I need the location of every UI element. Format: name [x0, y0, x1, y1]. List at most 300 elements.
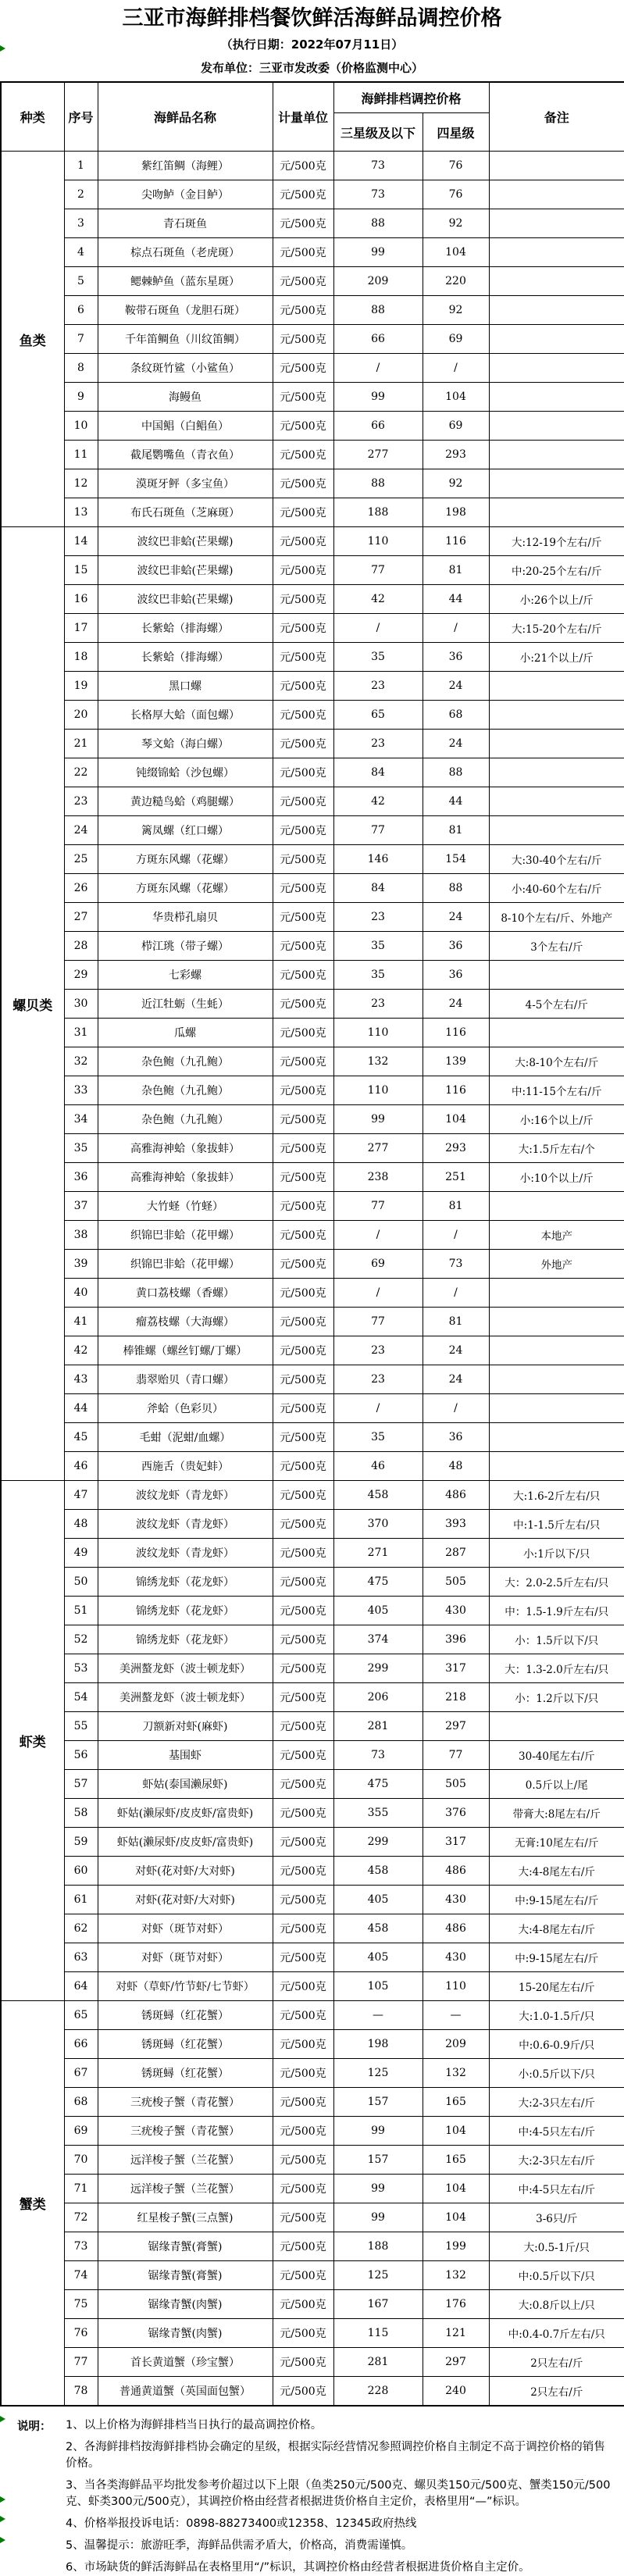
table-row — [1, 1394, 624, 1423]
cell-p4: / — [423, 1279, 489, 1308]
cell-p4: 68 — [423, 701, 489, 730]
cell-p3: 73 — [333, 180, 423, 209]
cell-remark — [489, 1336, 624, 1365]
cell-p4: 77 — [423, 1741, 489, 1770]
cell-p3: 132 — [333, 1047, 423, 1076]
cell-p4: 76 — [423, 152, 489, 180]
header-price-3star: 三星级及以下 — [333, 113, 423, 152]
cell-p3: 125 — [333, 2261, 423, 2290]
cell-remark: 小:16个以上/斤 — [489, 1105, 624, 1134]
cell-name: 近江牡蛎（生蚝） — [98, 990, 273, 1019]
cell-p4: 104 — [423, 1105, 489, 1134]
cell-p3: 458 — [333, 1857, 423, 1886]
cell-p4: 505 — [423, 1770, 489, 1799]
cell-remark — [489, 1192, 624, 1221]
cell-remark: 大:1.0-1.5斤/只 — [489, 2001, 624, 2030]
table-row — [1, 238, 624, 267]
cell-name: 杂色鲍（九孔鲍） — [98, 1047, 273, 1076]
cell-no: 56 — [64, 1741, 98, 1770]
cell-p3: / — [333, 1279, 423, 1308]
cell-name: 波纹龙虾（青龙虾） — [98, 1510, 273, 1539]
table-row — [1, 2030, 624, 2059]
cell-unit: 元/500克 — [273, 874, 333, 903]
cell-p3: 23 — [333, 672, 423, 701]
cell-unit: 元/500克 — [273, 2117, 333, 2146]
cell-unit: 元/500克 — [273, 701, 333, 730]
cell-p3: 188 — [333, 2232, 423, 2261]
cell-name: 黄边糙鸟蛤（鸡腿螺） — [98, 787, 273, 816]
table-row — [1, 1481, 624, 1510]
cell-unit: 元/500克 — [273, 758, 333, 787]
cell-p3: 475 — [333, 1770, 423, 1799]
cell-no: 36 — [64, 1163, 98, 1192]
header-price-group: 海鲜排档调控价格 — [333, 82, 489, 113]
cell-unit: 元/500克 — [273, 1076, 333, 1105]
cell-p4: 297 — [423, 2348, 489, 2377]
cell-no: 52 — [64, 1625, 98, 1654]
cell-unit: 元/500克 — [273, 2030, 333, 2059]
cell-unit: 元/500克 — [273, 152, 333, 180]
cell-unit: 元/500克 — [273, 1134, 333, 1163]
table-row — [1, 498, 624, 527]
cell-remark — [489, 267, 624, 296]
cell-name: 远洋梭子蟹（兰花蟹） — [98, 2175, 273, 2203]
cell-name: 翡翠贻贝（青口螺） — [98, 1365, 273, 1394]
cell-no: 69 — [64, 2117, 98, 2146]
green-marker-icon — [0, 2537, 5, 2543]
cell-name: 方斑东风螺（花螺） — [98, 874, 273, 903]
cell-name: 锯缘青蟹(膏蟹) — [98, 2261, 273, 2290]
notes-section — [0, 2417, 624, 2576]
table-row — [1, 1799, 624, 1828]
green-marker-icon — [0, 2496, 5, 2503]
cell-remark — [489, 1308, 624, 1336]
cell-name: 波纹龙虾（青龙虾） — [98, 1481, 273, 1510]
cell-name: 锦绣龙虾（花龙虾） — [98, 1625, 273, 1654]
cell-p4: 24 — [423, 903, 489, 932]
cell-remark: 中:11-15个左右/斤 — [489, 1076, 624, 1105]
cell-unit: 元/500克 — [273, 2232, 333, 2261]
table-row — [1, 354, 624, 383]
cell-remark: 外地产 — [489, 1250, 624, 1279]
cell-p3: 277 — [333, 1134, 423, 1163]
cell-name: 漠斑牙鲆（多宝鱼） — [98, 469, 273, 498]
cell-p4: 24 — [423, 990, 489, 1019]
table-row — [1, 1308, 624, 1336]
cell-remark: 中:9-15尾左右/斤 — [489, 1943, 624, 1972]
cell-remark: 小:40-60个左右/斤 — [489, 874, 624, 903]
header-price-4star: 四星级 — [423, 113, 489, 152]
cell-p3: — — [333, 2001, 423, 2030]
table-row — [1, 2001, 624, 2030]
cell-p3: 88 — [333, 469, 423, 498]
table-row — [1, 441, 624, 469]
cell-remark: 大:4-8尾左右/斤 — [489, 1857, 624, 1886]
cell-no: 68 — [64, 2088, 98, 2117]
cell-unit: 元/500克 — [273, 1712, 333, 1741]
cell-p4: 486 — [423, 1481, 489, 1510]
cell-name: 美洲螯龙虾（波士顿龙虾） — [98, 1654, 273, 1683]
cell-unit: 元/500克 — [273, 556, 333, 585]
cell-p3: 35 — [333, 1423, 423, 1452]
cell-no: 1 — [64, 152, 98, 180]
cell-p4: 505 — [423, 1568, 489, 1597]
cell-remark — [489, 412, 624, 441]
cell-p3: 198 — [333, 2030, 423, 2059]
cell-p4: 287 — [423, 1539, 489, 1568]
cell-p3: 73 — [333, 1741, 423, 1770]
table-row — [1, 267, 624, 296]
table-row — [1, 990, 624, 1019]
cell-name: 织锦巴非蛤（花甲螺） — [98, 1221, 273, 1250]
cell-p3: 88 — [333, 296, 423, 325]
cell-name: 波纹巴非蛤(芒果螺) — [98, 585, 273, 614]
cell-p4: 104 — [423, 2117, 489, 2146]
table-row — [1, 1828, 624, 1857]
cell-p3: 167 — [333, 2290, 423, 2319]
cell-p4: 69 — [423, 325, 489, 354]
cell-name: 美洲螯龙虾（波士顿龙虾） — [98, 1683, 273, 1712]
cell-p4: 69 — [423, 412, 489, 441]
cell-no: 60 — [64, 1857, 98, 1886]
cell-remark: 大:0.8斤以上/只 — [489, 2290, 624, 2319]
cell-unit: 元/500克 — [273, 469, 333, 498]
cell-name: 对虾（草虾/竹节虾/七节虾） — [98, 1972, 273, 2001]
cell-p3: 125 — [333, 2059, 423, 2088]
table-row — [1, 585, 624, 614]
cell-p3: 238 — [333, 1163, 423, 1192]
cell-unit: 元/500克 — [273, 1221, 333, 1250]
table-row — [1, 672, 624, 701]
cell-p3: 35 — [333, 932, 423, 961]
cell-unit: 元/500克 — [273, 2001, 333, 2030]
cell-no: 47 — [64, 1481, 98, 1510]
cell-name: 锈斑蟳（红花蟹） — [98, 2030, 273, 2059]
cell-unit: 元/500克 — [273, 1308, 333, 1336]
cell-p4: 132 — [423, 2059, 489, 2088]
cell-no: 29 — [64, 961, 98, 990]
cell-name: 波纹巴非蛤(芒果螺) — [98, 556, 273, 585]
cell-remark: 30-40尾左右/斤 — [489, 1741, 624, 1770]
note-item: 5、温馨提示：旅游旺季，海鲜品供需矛盾大，价格高，消费需谨慎。 — [66, 2539, 413, 2552]
cell-name: 栉江珧（带子螺） — [98, 932, 273, 961]
cell-no: 71 — [64, 2175, 98, 2203]
cell-remark: 大:30-40个左右/斤 — [489, 845, 624, 874]
cell-p4: 430 — [423, 1943, 489, 1972]
cell-p3: 23 — [333, 730, 423, 758]
table-row — [1, 701, 624, 730]
table-row — [1, 383, 624, 412]
cell-p4: 36 — [423, 932, 489, 961]
table-row — [1, 556, 624, 585]
cell-name: 三疣梭子蟹（青花蟹） — [98, 2117, 273, 2146]
cell-p3: 23 — [333, 903, 423, 932]
cell-name: 布氏石斑鱼（芝麻斑） — [98, 498, 273, 527]
cell-remark — [489, 469, 624, 498]
cell-no: 20 — [64, 701, 98, 730]
cell-unit: 元/500克 — [273, 1683, 333, 1712]
table-row — [1, 209, 624, 238]
cell-remark: 小:1斤以下/只 — [489, 1539, 624, 1568]
cell-remark — [489, 730, 624, 758]
cell-no: 19 — [64, 672, 98, 701]
cell-name: 截尾鹦嘴鱼（青衣鱼） — [98, 441, 273, 469]
table-row — [1, 2146, 624, 2175]
cell-remark: 中:4-5只左右/斤 — [489, 2175, 624, 2203]
cell-p4: 376 — [423, 1799, 489, 1828]
cell-unit: 元/500克 — [273, 2088, 333, 2117]
cell-remark: 大:1.6-2斤左右/只 — [489, 1481, 624, 1510]
cell-p4: 76 — [423, 180, 489, 209]
cell-no: 39 — [64, 1250, 98, 1279]
cell-remark: 大：1.3-2.0斤左右/只 — [489, 1654, 624, 1683]
cell-name: 基围虾 — [98, 1741, 273, 1770]
note-item: 2、各海鲜排档按海鲜排档协会确定的星级，根据实际经营情况参照调控价格自主制定不高于调控价格的销售价格。 — [66, 2440, 605, 2470]
cell-no: 11 — [64, 441, 98, 469]
cell-p4: 176 — [423, 2290, 489, 2319]
cell-remark: 大:1.5斤左右/个 — [489, 1134, 624, 1163]
cell-remark: 中:1-1.5斤左右/只 — [489, 1510, 624, 1539]
cell-no: 45 — [64, 1423, 98, 1452]
cell-remark — [489, 296, 624, 325]
table-row — [1, 2377, 624, 2406]
cell-unit: 元/500克 — [273, 2059, 333, 2088]
cell-remark: 8-10个左右/斤、外地产 — [489, 903, 624, 932]
cell-p3: 405 — [333, 1597, 423, 1625]
cell-name: 刀额新对虾(麻虾) — [98, 1712, 273, 1741]
table-row — [1, 614, 624, 643]
cell-name: 瓜螺 — [98, 1019, 273, 1047]
cell-p4: 92 — [423, 296, 489, 325]
cell-p4: 116 — [423, 1019, 489, 1047]
table-row — [1, 1134, 624, 1163]
cell-p3: 23 — [333, 1336, 423, 1365]
table-row — [1, 2348, 624, 2377]
cell-no: 57 — [64, 1770, 98, 1799]
table-row — [1, 903, 624, 932]
table-row — [1, 1625, 624, 1654]
cell-no: 25 — [64, 845, 98, 874]
cell-name: 方斑东风螺（花螺） — [98, 845, 273, 874]
cell-remark — [489, 758, 624, 787]
cell-p4: / — [423, 354, 489, 383]
cell-p3: 69 — [333, 1250, 423, 1279]
cell-remark — [489, 180, 624, 209]
cell-unit: 元/500克 — [273, 961, 333, 990]
cell-p4: 81 — [423, 1192, 489, 1221]
table-row — [1, 469, 624, 498]
cell-p3: 370 — [333, 1510, 423, 1539]
table-row — [1, 1683, 624, 1712]
cell-p3: 110 — [333, 1019, 423, 1047]
cell-name: 波纹龙虾（青龙虾） — [98, 1539, 273, 1568]
cell-p4: 44 — [423, 585, 489, 614]
table-row — [1, 758, 624, 787]
cell-name: 海鳗鱼 — [98, 383, 273, 412]
cell-name: 瘤荔枝螺（大海螺） — [98, 1308, 273, 1336]
notes-label: 说明： — [17, 2420, 52, 2433]
cell-p3: 209 — [333, 267, 423, 296]
header-index: 序号 — [64, 82, 98, 152]
cell-p4: 293 — [423, 1134, 489, 1163]
cell-name: 高雅海神蛤（象拔蚌） — [98, 1134, 273, 1163]
cell-name: 三疣梭子蟹（青花蟹） — [98, 2088, 273, 2117]
cell-p3: 65 — [333, 701, 423, 730]
cell-p4: 24 — [423, 1365, 489, 1394]
cell-remark: 大:0.5-1斤/只 — [489, 2232, 624, 2261]
table-row — [1, 932, 624, 961]
cell-p3: 23 — [333, 990, 423, 1019]
table-row — [1, 1886, 624, 1914]
table-row — [1, 2290, 624, 2319]
cell-p4: 44 — [423, 787, 489, 816]
cell-p3: / — [333, 1221, 423, 1250]
cell-p4: / — [423, 1221, 489, 1250]
cell-p4: 116 — [423, 1076, 489, 1105]
price-table — [0, 81, 624, 2407]
cell-remark — [489, 787, 624, 816]
cell-unit: 元/500克 — [273, 209, 333, 238]
cell-unit: 元/500克 — [273, 903, 333, 932]
cell-remark: 4-5个左右/斤 — [489, 990, 624, 1019]
cell-p3: 458 — [333, 1914, 423, 1943]
cell-unit: 元/500克 — [273, 1770, 333, 1799]
cell-unit: 元/500克 — [273, 1047, 333, 1076]
cell-unit: 元/500克 — [273, 1857, 333, 1886]
cell-name: 黑口螺 — [98, 672, 273, 701]
cell-p4: 121 — [423, 2319, 489, 2348]
cell-name: 锈斑蟳（红花蟹） — [98, 2001, 273, 2030]
cell-no: 37 — [64, 1192, 98, 1221]
note-item: 6、市场缺货的鲜活海鲜品在表格里用“/”标识，其调控价格由经营者根据进货价格自主定价。 — [66, 2560, 530, 2574]
cell-no: 77 — [64, 2348, 98, 2377]
cell-remark — [489, 441, 624, 469]
cell-unit: 元/500克 — [273, 1510, 333, 1539]
cell-name: 黄口荔枝螺（香螺） — [98, 1279, 273, 1308]
cell-name: 千年笛鲷鱼（川纹笛鲷） — [98, 325, 273, 354]
cell-unit: 元/500克 — [273, 1828, 333, 1857]
cell-name: 红星梭子蟹(三点蟹) — [98, 2203, 273, 2232]
table-row — [1, 2175, 624, 2203]
cell-unit: 元/500克 — [273, 441, 333, 469]
cell-unit: 元/500克 — [273, 1365, 333, 1394]
cell-remark — [489, 1279, 624, 1308]
cell-p4: 36 — [423, 961, 489, 990]
cell-unit: 元/500克 — [273, 672, 333, 701]
cell-remark — [489, 672, 624, 701]
cell-no: 12 — [64, 469, 98, 498]
cell-remark — [489, 325, 624, 354]
cell-unit: 元/500克 — [273, 383, 333, 412]
table-row — [1, 1857, 624, 1886]
cell-p4: 165 — [423, 2088, 489, 2117]
cell-no: 78 — [64, 2377, 98, 2406]
cell-name: 鳃棘鲈鱼（蓝东星斑） — [98, 267, 273, 296]
cell-p3: 281 — [333, 1712, 423, 1741]
cell-p4: 81 — [423, 556, 489, 585]
cell-p3: / — [333, 354, 423, 383]
cell-name: 对虾(花对虾/大对虾) — [98, 1886, 273, 1914]
cell-p3: 99 — [333, 1105, 423, 1134]
cell-remark: 0.5斤以上/尾 — [489, 1770, 624, 1799]
cell-p3: 46 — [333, 1452, 423, 1481]
cell-unit: 元/500克 — [273, 1279, 333, 1308]
table-row — [1, 2261, 624, 2290]
cell-name: 条纹斑竹鲨（小鲨鱼） — [98, 354, 273, 383]
cell-remark: 15-20尾左右/斤 — [489, 1972, 624, 2001]
cell-p3: 105 — [333, 1972, 423, 2001]
cell-no: 55 — [64, 1712, 98, 1741]
table-row — [1, 412, 624, 441]
cell-remark: 2只左右/斤 — [489, 2377, 624, 2406]
cell-name: 杂色鲍（九孔鲍） — [98, 1105, 273, 1134]
note-item: 4、价格举报投诉电话：0898-88273400或12358、12345政府热线 — [66, 2517, 417, 2530]
cell-name: 琴文蛤（海白螺） — [98, 730, 273, 758]
cell-no: 23 — [64, 787, 98, 816]
cell-p4: 430 — [423, 1886, 489, 1914]
cell-p4: / — [423, 614, 489, 643]
cell-unit: 元/500克 — [273, 1019, 333, 1047]
cell-no: 5 — [64, 267, 98, 296]
cell-p3: 35 — [333, 643, 423, 672]
cell-unit: 元/500克 — [273, 643, 333, 672]
cell-remark — [489, 498, 624, 527]
header-category: 种类 — [1, 82, 64, 152]
cell-p3: 66 — [333, 325, 423, 354]
cell-no: 31 — [64, 1019, 98, 1047]
cell-unit: 元/500克 — [273, 1192, 333, 1221]
cell-p3: 99 — [333, 2175, 423, 2203]
cell-p3: 277 — [333, 441, 423, 469]
category-cell: 蟹类 — [1, 2001, 64, 2406]
cell-remark: 中:9-15尾左右/斤 — [489, 1886, 624, 1914]
table-row — [1, 1654, 624, 1683]
cell-name: 锦绣龙虾（花龙虾） — [98, 1568, 273, 1597]
cell-name: 斧蛤（色彩贝） — [98, 1394, 273, 1423]
table-row — [1, 296, 624, 325]
cell-p4: 297 — [423, 1712, 489, 1741]
cell-unit: 元/500克 — [273, 238, 333, 267]
cell-p3: 84 — [333, 758, 423, 787]
cell-name: 虾姑(濑尿虾/皮皮虾/富贵虾) — [98, 1828, 273, 1857]
cell-name: 长紫蛤（排海螺） — [98, 643, 273, 672]
cell-p4: 81 — [423, 816, 489, 845]
cell-p3: 88 — [333, 209, 423, 238]
cell-name: 锯缘青蟹(肉蟹) — [98, 2319, 273, 2348]
cell-unit: 元/500克 — [273, 1972, 333, 2001]
cell-name: 华贵栉孔扇贝 — [98, 903, 273, 932]
cell-name: 棒锥螺（螺丝钉螺/丁螺） — [98, 1336, 273, 1365]
cell-remark: 中:0.5斤以下/只 — [489, 2261, 624, 2290]
cell-name: 织锦巴非蛤（花甲螺） — [98, 1250, 273, 1279]
cell-remark: 小:21个以上/斤 — [489, 643, 624, 672]
cell-unit: 元/500克 — [273, 1423, 333, 1452]
cell-unit: 元/500克 — [273, 2377, 333, 2406]
cell-p4: 88 — [423, 758, 489, 787]
cell-name: 长紫蛤（排海螺） — [98, 614, 273, 643]
cell-no: 61 — [64, 1886, 98, 1914]
cell-no: 54 — [64, 1683, 98, 1712]
table-row — [1, 643, 624, 672]
table-row — [1, 874, 624, 903]
cell-no: 50 — [64, 1568, 98, 1597]
document-header — [0, 0, 624, 76]
cell-p4: 317 — [423, 1654, 489, 1683]
cell-no: 10 — [64, 412, 98, 441]
cell-p4: 104 — [423, 2203, 489, 2232]
cell-p4: 139 — [423, 1047, 489, 1076]
cell-remark — [489, 961, 624, 990]
